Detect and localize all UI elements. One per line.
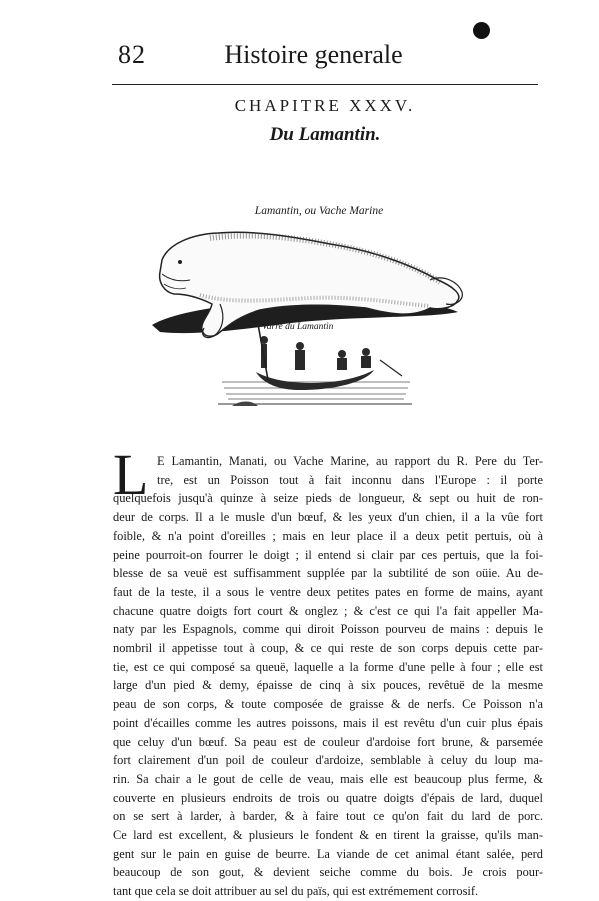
body-paragraph <box>113 452 543 901</box>
page-number: 82 <box>118 40 146 69</box>
text-line: deur de corps. Il a le musle d'un bœuf, & les yeux d'un chien, il a la vûe fort <box>113 510 543 525</box>
text-line: peau de son corps, & toute composée de graisse & de nerfs. Ce Poisson n'a <box>113 697 543 712</box>
text-line: fort clairement d'un poil de couleur d'ardoize, semblable à celuy du loup ma- <box>113 753 543 768</box>
running-title: Histoire generale <box>224 40 403 69</box>
text-line: tant que cela se doit attribuer au sel du païs, qui est extrémement corrosif. <box>113 884 479 899</box>
chapter-subtitle: Du Lamantin. <box>269 124 381 145</box>
text-line: blesse de sa veuë est suffisamment supplée par la subtilité de son oüie. Au de- <box>113 566 543 581</box>
text-line: faut de la teste, il a sous le ventre deux petites pates en forme de mains, ayant <box>113 584 543 599</box>
text-line: E Lamantin, Manati, ou Vache Marine, au rapport du R. Pere du Ter- <box>157 454 543 468</box>
text-line: on se sert à larder, à barder, & à faire tout ce qu'on fait du lard de porc. <box>113 809 543 824</box>
drop-cap: L <box>113 442 149 507</box>
text-line: quelquefois jusqu'à quinze à seize pieds de longueur, & sept ou huit de ron- <box>113 491 543 506</box>
text-line: nombril il appetisse tout à coup, & ce qui reste de son corps depuis cette par- <box>113 641 543 656</box>
text-line: point d'écailles comme les autres poissons, mais il est revêtu d'un cuir plus épais <box>113 715 543 730</box>
text-line: naty par les Espagnols, comme qui diroit Poisson pourveu de mains : depuis le <box>113 622 543 637</box>
text-line: rin. Sa chair a le gout de celle de veau, mais elle est beaucoup plus ferme, & <box>113 771 543 786</box>
ink-blot <box>473 22 490 39</box>
manatee-engraving <box>140 200 470 415</box>
text-line: large d'un pied & demy, épaisse de cinq à six pouces, revêtuë de la mesme <box>113 678 543 693</box>
text-line: foible, & n'a point d'oreilles ; mais en leur place il a deux petit pertuis, où à <box>113 528 543 543</box>
text-line: beaucoup de son gout, & devient seiche comme du bois. Je crois pour- <box>113 865 543 880</box>
text-line: chacune quatre doigts fort court & onglez ; & c'est ce qui l'a fait appeller Ma- <box>113 603 543 618</box>
text-line: tie, est ce qui composé sa queuë, laquelle a la forme d'une pelle à four ; elle est <box>113 659 543 674</box>
engraving-caption: Lamantin, ou Vache Marine <box>254 205 384 217</box>
text-line: couverte en plusieurs endroits de trois ou quatre doigts d'épais de lard, duquel <box>113 790 543 805</box>
text-line: gent sur le pain en guise de beurre. La viande de cet animal étant salée, perd <box>113 846 543 861</box>
header-rule <box>112 84 538 85</box>
text-line: que celuy d'un bœuf. Sa peau est de couleur d'ardoise fort brune, & parsemée <box>113 734 543 749</box>
text-line: peine pourroit-on fourrer le doigt ; il entend si clair par ces pertuis, que la foi- <box>113 547 543 562</box>
text-line: tre, est un Poisson tout à fait inconnu dans l'Europe : il porte <box>157 472 543 487</box>
chapter-title: CHAPITRE XXXV. <box>234 96 416 115</box>
inset-caption: Varre du Lamantin <box>262 322 334 332</box>
text-line: Ce lard est excellent, & plusieurs le fondent & en tirent la graisse, qu'ils man- <box>113 828 543 843</box>
